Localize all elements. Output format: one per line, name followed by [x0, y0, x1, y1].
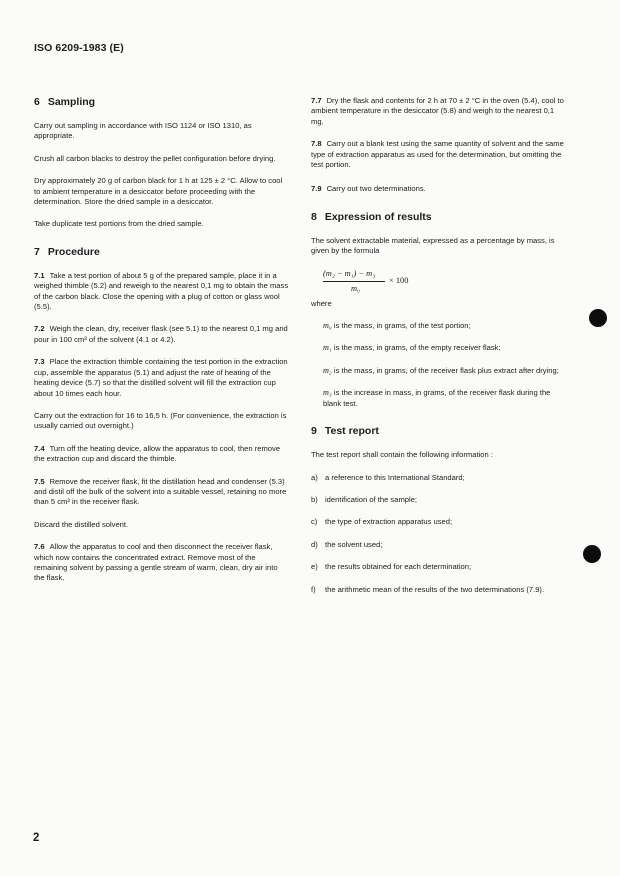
page-number: 2 — [33, 832, 40, 844]
clause-text: Weigh the clean, dry, receiver flask (see 5.1) to the nearest 0,1 mg and pour in 100 cm³ of the solvent (4.1 or 4.2). — [34, 324, 288, 344]
section-title: Procedure — [47, 245, 100, 258]
list-item — [311, 517, 565, 527]
clause-7-6 — [34, 542, 290, 584]
list-item — [311, 540, 565, 550]
list-label: f) — [311, 584, 316, 594]
section-7-heading — [34, 246, 290, 259]
clause-text: Turn off the heating device, allow the apparatus to cool, then remove the extraction cup and discard the thimble. — [34, 443, 281, 464]
variable-symbol: m₁ — [323, 343, 332, 353]
definition-text: is the mass, in grams, of the receiver flask plus extract after drying; — [333, 365, 559, 375]
clause-7-4 — [34, 444, 290, 465]
clause-text: Carry out a blank test using the same quantity of solvent and the same type of extraction apparatus as used for the determination, but omitting the test portion. — [311, 139, 564, 170]
variable-symbol: m₀ — [323, 321, 332, 331]
paragraph: Discard the distilled solvent. — [34, 519, 129, 529]
clause-number: 7.7 — [311, 96, 322, 105]
clause-text: Remove the receiver flask, fit the distillation head and condenser (5.3) and distil off the bulk of the solvent into a suitable vessel, retaining no more than 5 cm³ in the receiver flask. — [34, 476, 287, 507]
list-label: e) — [311, 562, 318, 572]
variable-symbol: m₃ — [323, 388, 332, 398]
list-label: a) — [311, 472, 318, 482]
variable-definition — [311, 321, 565, 331]
section-6-heading — [34, 96, 290, 109]
section-8-heading — [311, 211, 565, 224]
list-item — [311, 495, 565, 505]
clause-7-2 — [34, 324, 290, 345]
clause-text: Dry the flask and contents for 2 h at 70 ± 2 °C in the oven (5.4), cool to ambient temperature in the desiccator (5.8) and weigh to the nearest 0,1 mg. — [311, 96, 564, 126]
paragraph: Carry out sampling in accordance with ISO 1124 or ISO 1310, as appropriate. — [34, 121, 252, 141]
clause-text: Allow the apparatus to cool and then disconnect the receiver flask, which now contains the concentrated extract. Remove most of the remaining solvent by passing a gentle stream of warm, clean, dry air into the flask. — [34, 542, 278, 583]
clause-number: 7.8 — [311, 139, 322, 149]
list-label: b) — [311, 494, 318, 504]
clause-7-7 — [311, 96, 565, 127]
result-formula — [323, 269, 565, 299]
clause-text: Take a test portion of about 5 g of the prepared sample, place it in a weighed thimble (5.2) and reweigh to the nearest 0,1 mg to obtain the mass of the carbon black. Close the opening with a plug of cotton or glass wool (5.5). — [34, 270, 289, 312]
variable-definition — [311, 366, 565, 376]
list-item — [311, 585, 565, 595]
formula-denominator: m₀ — [351, 283, 360, 293]
clause-7-8 — [311, 139, 565, 170]
clause-number: 7.5 — [34, 476, 45, 486]
list-text: a reference to this International Standard; — [325, 472, 465, 482]
paragraph: Dry approximately 20 g of carbon black for 1 h at 125 ± 2 °C. Allow to cool to ambient temperature in a desiccator before proceeding with the determination. Store the dried sample in a desiccator. — [34, 176, 283, 207]
fraction-bar — [323, 281, 385, 282]
definition-text: is the increase in mass, in grams, of the receiver flask during the blank test. — [323, 388, 551, 408]
document-header: ISO 6209-1983 (E) — [34, 42, 124, 54]
left-column — [34, 96, 290, 584]
clause-text: Carry out two determinations. — [326, 184, 426, 194]
list-label: d) — [311, 539, 318, 549]
section-number: 6 — [34, 96, 40, 108]
clause-7-3 — [34, 357, 290, 399]
paragraph: Take duplicate test portions from the dried sample. — [34, 219, 204, 229]
formula-numerator: (m₂ − m₁) − m₃ — [323, 268, 376, 278]
list-text: the arithmetic mean of the results of the two determinations (7.9). — [325, 584, 545, 594]
list-text: the solvent used; — [325, 539, 383, 549]
definition-text: is the mass, in grams, of the test portion; — [333, 321, 471, 331]
clause-7-1 — [34, 271, 290, 313]
list-text: identification of the sample; — [325, 494, 418, 504]
clause-number: 7.6 — [34, 542, 45, 552]
section-number: 9 — [311, 425, 317, 438]
clause-number: 7.4 — [34, 443, 45, 453]
section-title: Test report — [324, 425, 379, 438]
section-title: Expression of results — [324, 210, 432, 223]
list-item — [311, 473, 565, 483]
section-title: Sampling — [47, 96, 96, 108]
variable-definition — [311, 343, 565, 353]
list-text: the type of extraction apparatus used; — [325, 517, 453, 527]
definition-text: is the mass, in grams, of the empty receiver flask; — [333, 343, 501, 353]
clause-number: 7.2 — [34, 324, 45, 334]
where-label: where — [311, 298, 332, 308]
list-text: the results obtained for each determination; — [325, 562, 472, 572]
clause-number: 7.3 — [34, 357, 45, 367]
paragraph: Carry out the extraction for 16 to 16,5 h. (For convenience, the extraction is usually carried out overnight.) — [34, 410, 287, 431]
paragraph: The test report shall contain the following information : — [311, 450, 493, 460]
paragraph: The solvent extractable material, expressed as a percentage by mass, is given by the formula — [311, 235, 555, 256]
variable-definition — [311, 388, 565, 409]
clause-number: 7.9 — [311, 184, 322, 194]
clause-text: Place the extraction thimble containing the test portion in the extraction cup, assemble the apparatus (5.1) and adjust the rate of heating of the heating device (5.7) so that the distilled solvent will fill the extraction cup about 10 times each hour. — [34, 357, 288, 398]
paragraph: Crush all carbon blacks to destroy the pellet configuration before drying. — [34, 153, 276, 163]
binder-hole-mark — [589, 309, 607, 327]
clause-7-5 — [34, 477, 290, 508]
right-column — [311, 96, 565, 595]
clause-7-9 — [311, 184, 565, 194]
variable-symbol: m₂ — [323, 365, 332, 375]
list-label: c) — [311, 517, 318, 527]
clause-number: 7.1 — [34, 270, 45, 280]
section-number: 7 — [34, 245, 40, 258]
list-item — [311, 562, 565, 572]
binder-hole-mark — [583, 545, 601, 563]
section-number: 8 — [311, 210, 317, 223]
section-9-heading — [311, 425, 565, 438]
formula-factor: × 100 — [389, 275, 409, 285]
